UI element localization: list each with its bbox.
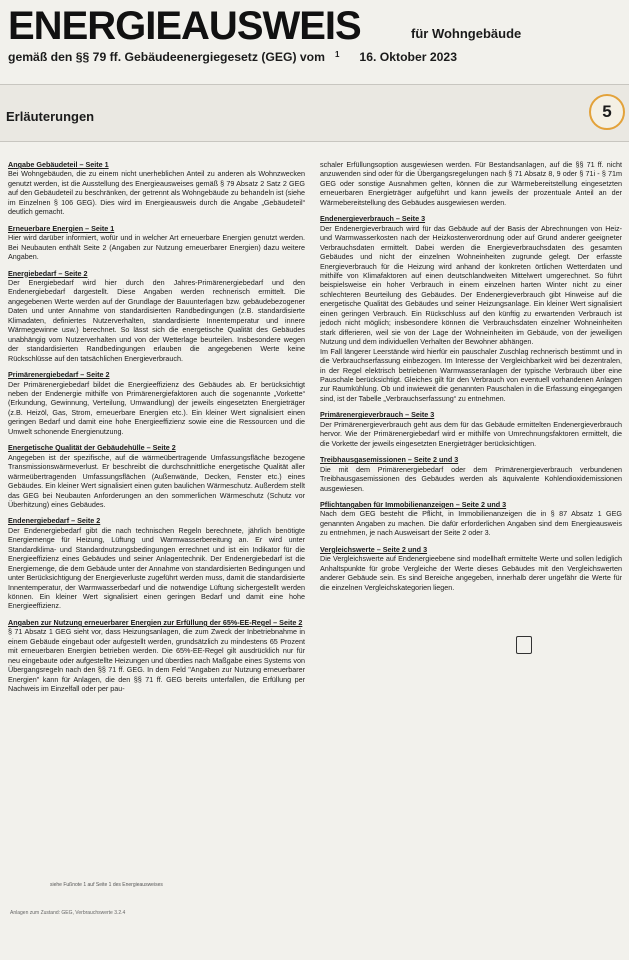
section-heading: Treibhausgasemissionen – Seite 2 und 3: [320, 455, 459, 465]
law-reference-line: [8, 50, 469, 64]
section-band: [0, 84, 629, 142]
explanation-section: [8, 160, 305, 217]
document-subtitle: für Wohngebäude: [411, 26, 522, 41]
explanation-section: [8, 443, 305, 509]
left-column: [8, 160, 305, 701]
right-intro-text: schaler Erfüllungsoption ausgewiesen werden. Für Bestandsanlagen, auf die §§ 71 ff. nicht anzuwenden sind oder für die Übergangsregelungen nach § 71 Absatz 8, 9 oder § 71i - § 71m GEG oder sonstige Ausnahmen gelten, können die zur Wärmebereitstellung eingesetzten erneuerbaren Energieträger aufgeführt und kann jeweils der prozentuale Anteil an der Wärmebereitstellung des Gebäudes ausgewiesen werden.: [320, 160, 622, 207]
section-text: Bei Wohngebäuden, die zu einem nicht unerheblichen Anteil zu anderen als Wohnzwecken genutzt werden, ist die Ausstellung des Energieausweises gemäß § 79 Absatz 2 Satz 2 GEG auf den Gebäudeteil zu beschränken, der getrennt als Wohngebäude zu behandeln ist (siehe im Einzelnen § 106 GEG). Dies wird im Energieausweis durch die Angabe „Gebäudeteil“ deutlich gemacht.: [8, 169, 305, 217]
section-text: Die mit dem Primärenergiebedarf oder dem Primärenergieverbrauch verbundenen Treibhausgasemissionen des Gebäudes werden als äquivalente Kohlendioxidemissionen ausgewiesen.: [320, 464, 622, 493]
section-heading: Primärenergiebedarf – Seite 2: [8, 370, 110, 380]
section-text: § 71 Absatz 1 GEG sieht vor, dass Heizungsanlagen, die zum Zweck der Inbetriebnahme in einem Gebäude eingebaut oder aufgestellt werden, grundsätzlich zu mindestens 65 Prozent mit erneuerbaren Energien betrieben werden. Die 65%-EE-Regel gilt ausdrücklich nur für neu eingebaute oder aufgestellte Heizungen und überdies nach Maßgabe eines Systems von Übergangsregeln nach den §§ 71 ff. GEG. In dem Feld "Angaben zur Nutzung erneuerbarer Energien" kann für Anlagen, die den §§ 71 ff. GEG bereits unterfallen, die Erfüllung per Nachweis im Einzelfall oder per pau-: [8, 627, 305, 694]
footnote-mark: 1: [334, 50, 340, 59]
page-footer: Anlagen zum Zustand: GEG, Verbrauchswerte 3.2.4: [10, 910, 126, 916]
section-heading: Vergleichswerte – Seite 2 und 3: [320, 544, 428, 554]
section-text: Angegeben ist der spezifische, auf die wärmeübertragende Umfassungsfläche bezogene Transmissionswärmeverlust. Er beschreibt die durchschnittliche energetische Qualität aller wärmeübertragenden Umfassungsflächen (Außenwände, Decken, Fenster etc.) eines Gebäudes. Ein kleiner Wert signalisiert einen guten baulichen Wärmeschutz. Außerdem stellt das GEG bei Neubauten Anforderungen an den sommerlichen Wärmeschutz (Schutz vor Überhitzung) eines Gebäudes.: [8, 452, 305, 509]
section-text: Der Endenergieverbrauch wird für das Gebäude auf der Basis der Abrechnungen von Heiz- und Warmwasserkosten nach der Heizkostenverordnung oder auf Grund anderer geeigneter Verbrauchsdaten ermittelt. Dabei werden die Energieverbrauchsdaten des gesamten Gebäudes und nicht der einzelnen Wohneinheiten zugrunde gelegt. Der erfasste Energieverbrauch für die Heizung wird anhand der konkreten örtlichen Wetterdaten und mithilfe von Klimafaktoren auf einen deutschlandweiten Mittelwert umgerechnet. So führt beispielsweise ein hoher Verbrauch in einem einzelnen harten Winter nicht zu einer schlechteren Beurteilung des Gebäudes. Der Endenergieverbrauch gibt Hinweise auf die energetische Qualität des Gebäudes und seiner Heizungsanlage. Ein kleiner Wert signalisiert einen geringen Verbrauch. Ein Rückschluss auf den künftig zu erwartenden Verbrauch ist jedoch nicht möglich; insbesondere können die Verbrauchsdaten einzelner Wohneinheiten stark differieren, weil sie von der Lage der Wohneinheiten im Gebäude, von der jeweiligen Nutzung und dem individuellen Verhalten der Bewohner abhängen.: [320, 223, 622, 347]
section-heading: Energetische Qualität der Gebäudehülle – Seite 2: [8, 443, 176, 453]
text-cursor-icon: [516, 636, 532, 654]
section-heading: Endenergieverbrauch – Seite 3: [320, 214, 426, 224]
explanation-section: [8, 269, 305, 364]
explanation-section: [320, 545, 622, 592]
section-heading: Angabe Gebäudeteil – Seite 1: [8, 160, 109, 169]
section-text: Nach dem GEG besteht die Pflicht, in Immobilienanzeigen die in § 87 Absatz 1 GEG genannten Angaben zu machen. Die dafür erforderlichen Angaben sind dem Energieausweis zu entnehmen, je nach Ausweisart der Seite 2 oder 3.: [320, 509, 622, 538]
section-heading: Primärenergieverbrauch – Seite 3: [320, 410, 435, 420]
section-text: Die Vergleichswerte auf Endenergieebene sind modellhaft ermittelte Werte und sollen lediglich Anhaltspunkte für grobe Vergleiche der Werte dieses Gebäudes mit den Vergleichswerten anderer Gebäude sein. Es sind Bereiche angegeben, innerhalb derer ungefähr die Werte für die einzelnen Vergleichskategorien liegen.: [320, 554, 622, 592]
section-text: Der Primärenergiebedarf bildet die Energieeffizienz des Gebäudes ab. Er berücksichtigt neben der Endenergie mithilfe von Primärenergiefaktoren auch die sogenannte „Vorkette“ (Erkundung, Gewinnung, Verteilung, Umwandlung) der jeweils eingesetzten Energieträger (z.B. Heizöl, Gas, Strom, erneuerbare Energien etc.). Ein kleiner Wert signalisiert einen geringen Bedarf und damit eine hohe Energieeffizienz sowie eine die Ressourcen und die Umwelt schonende Energienutzung.: [8, 379, 305, 436]
document-title: ENERGIEAUSWEIS: [8, 4, 361, 48]
section-text: Der Endenergiebedarf gibt die nach technischen Regeln berechnete, jährlich benötigte Energiemenge für Heizung, Lüftung und Warmwasserbereitung an. Er wird unter Standardklima- und Standardnutzungsbedingungen errechnet und ist ein Indikator für die Energieeffizienz eines Gebäudes und seiner Anlagentechnik. Der Endenergiebedarf ist die Energiemenge, die dem Gebäude unter der Annahme von standardisierten Bedingungen und unter Berücksichtigung der Energieverluste zugeführt werden muss, damit die standardisierte Innentemperatur, der Warmwasserbedarf und die notwendige Lüftung sichergestellt werden können. Ein kleiner Wert signalisiert einen geringen Bedarf und damit eine hohe Energieeffizienz.: [8, 525, 305, 611]
explanation-section: [8, 370, 305, 436]
issue-date: 16. Oktober 2023: [359, 50, 457, 64]
section-heading: Endenergiebedarf – Seite 2: [8, 516, 101, 526]
section-text: Der Energiebedarf wird hier durch den Jahres-Primärenergiebedarf und den Endenergiebedarf dargestellt. Diese Angaben werden rechnerisch ermittelt. Die angegebenen Werte werden auf der Grundlage der Bauunterlagen bzw. gebäudebezogener Daten und unter Annahme von standardisierten Randbedingungen (z.B. standardisierte Klimadaten, definiertes Nutzerverhalten, standardisierte Innentemperatur und innere Wärmegewinne usw.) berechnet. So lässt sich die energetische Qualität des Gebäudes unabhängig vom Nutzerverhalten und von der Wetterlage beurteilen. Insbesondere wegen der standardisierten Randbedingungen erlauben die angegebenen Werte keine Rückschlüsse auf den tatsächlichen Energieverbrauch.: [8, 277, 305, 363]
section-text-extra: Im Fall längerer Leerstände wird hierfür ein pauschaler Zuschlag rechnerisch bestimmt und in die Verbrauchserfassung einbezogen. Im Interesse der Vergleichbarkeit wird bei dezentralen, in der Regel elektrisch betriebenen Warmwasseranlagen der typische Verbrauch über eine Pauschale berücksichtigt. Gleiches gilt für den Verbrauch von eventuell vorhandenen Anlagen zur Raumkühlung. Ob und inwieweit die genannten Pauschalen in die Erfassung eingegangen sind, ist der Tabelle „Verbrauchserfassung“ zu entnehmen.: [320, 346, 622, 403]
explanation-section: [320, 410, 622, 448]
explanation-section: [320, 455, 622, 493]
section-heading: Pflichtangaben für Immobilienanzeigen – Seite 2 und 3: [320, 499, 507, 509]
explanation-section: [320, 214, 622, 403]
right-column: [320, 160, 622, 599]
section-heading: Erneuerbare Energien – Seite 1: [8, 223, 115, 233]
explanation-section: [320, 500, 622, 538]
footnote: siehe Fußnote 1 auf Seite 1 des Energieausweises: [50, 882, 163, 888]
section-text: Der Primärenergieverbrauch geht aus dem für das Gebäude ermittelten Endenergieverbrauch hervor. Wie der Primärenergiebedarf wird er mithilfe von Umrechnungsfaktoren ermittelt, die die Vorkette der jeweils eingesetzten Energieträger berücksichtigen.: [320, 419, 622, 448]
section-title: Erläuterungen: [6, 109, 95, 124]
right-intro-section: [320, 160, 622, 207]
explanation-section: [8, 516, 305, 611]
explanation-section: [8, 618, 305, 694]
explanation-section: [8, 224, 305, 262]
law-reference-text: gemäß den §§ 79 ff. Gebäudeenergiegesetz (GEG) vom: [8, 50, 325, 64]
section-heading: Angaben zur Nutzung erneuerbarer Energien zur Erfüllung der 65%-EE-Regel – Seite 2: [8, 617, 303, 627]
section-heading: Energiebedarf – Seite 2: [8, 268, 88, 278]
page-number-badge: 5: [589, 94, 625, 130]
section-text: Hier wird darüber informiert, wofür und in welcher Art erneuerbare Energien genutzt werden. Bei Neubauten enthält Seite 2 (Angaben zur Nutzung erneuerbarer Energien) dazu weitere Angaben.: [8, 233, 305, 262]
